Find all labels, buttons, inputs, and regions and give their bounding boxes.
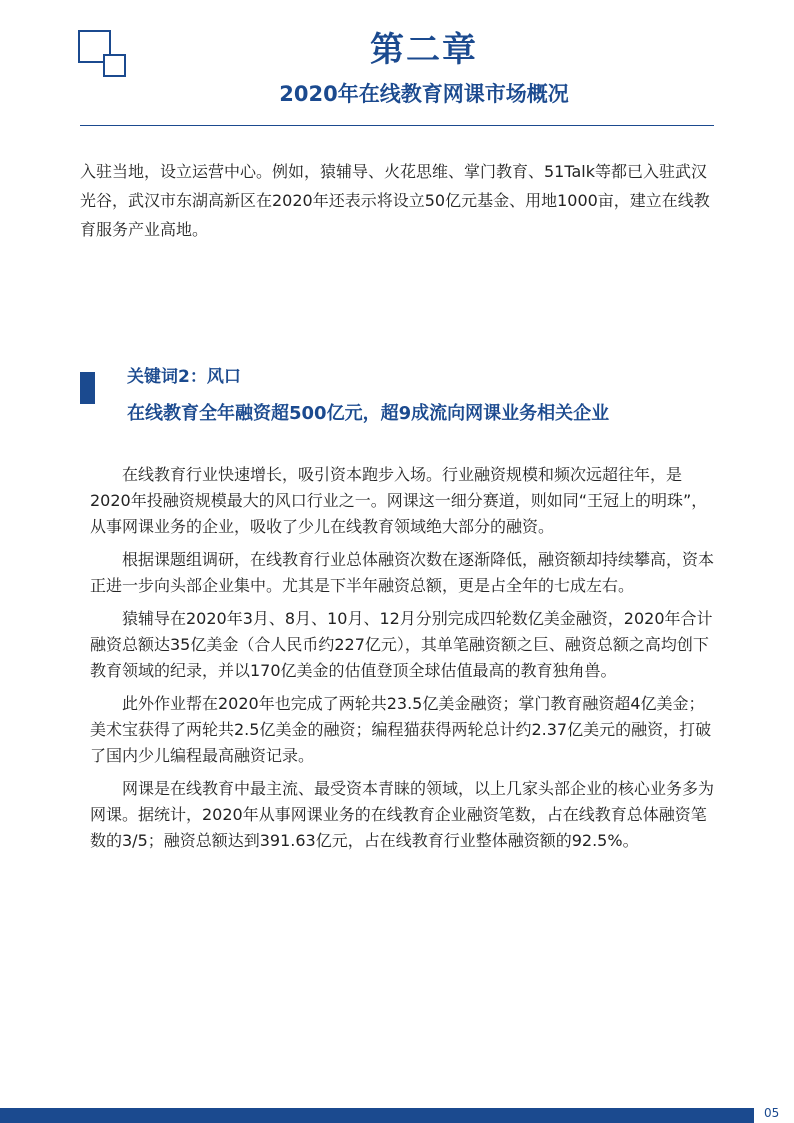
keyword-label: 关键词2：风口 [127, 367, 241, 387]
body-paragraph: 在线教育行业快速增长，吸引资本跑步入场。行业融资规模和频次远超往年，是2020年投融资规模最大的风口行业之一。网课这一细分赛道，则如同“王冠上的明珠”，从事网课业务的企业，吸收了少儿在线教育领域绝大部分的融资。 [90, 465, 708, 536]
keyword-headline: 在线教育全年融资超500亿元，超9成流向网课业务相关企业 [127, 403, 610, 424]
header-divider [80, 125, 714, 126]
keyword-marker [80, 372, 95, 404]
intro-paragraph: 入驻当地，设立运营中心。例如，猿辅导、火花思维、掌门教育、51Talk等都已入驻武汉光谷，武汉市东湖高新区在2020年还表示将设立50亿元基金、用地1000亩，建立在线教育服务产业高地。 [80, 162, 710, 239]
body-paragraph: 根据课题组调研，在线教育行业总体融资次数在逐渐降低，融资额却持续攀高，资本正进一步向头部企业集中。尤其是下半年融资总额，更是占全年的七成左右。 [90, 550, 715, 595]
body-paragraph: 此外作业帮在2020年也完成了两轮共23.5亿美金融资；掌门教育融资超4亿美金；美术宝获得了两轮共2.5亿美金的融资；编程猫获得两轮总计约2.37亿美元的融资，打破了国内少儿编程最高融资记录。 [90, 694, 712, 765]
chapter-title: 第二章 [370, 30, 478, 70]
body-text [90, 462, 714, 861]
footer-bar [0, 1108, 754, 1123]
body-paragraph: 猿辅导在2020年3月、8月、10月、12月分别完成四轮数亿美金融资，2020年合计融资总额达35亿美金（合人民币约227亿元），其单笔融资额之巨、融资总额之高均创下教育领域的纪录，并以170亿美金的估值登顶全球估值最高的教育独角兽。 [90, 609, 713, 680]
body-paragraph: 网课是在线教育中最主流、最受资本青睐的领域，以上几家头部企业的核心业务多为网课。据统计，2020年从事网课业务的在线教育企业融资笔数，占在线教育总体融资笔数的3/5；融资总额达到391.63亿元，占在线教育行业整体融资额的92.5%。 [90, 779, 715, 850]
chapter-subtitle: 2020年在线教育网课市场概况 [279, 82, 569, 106]
page-number: 05 [764, 1106, 780, 1120]
